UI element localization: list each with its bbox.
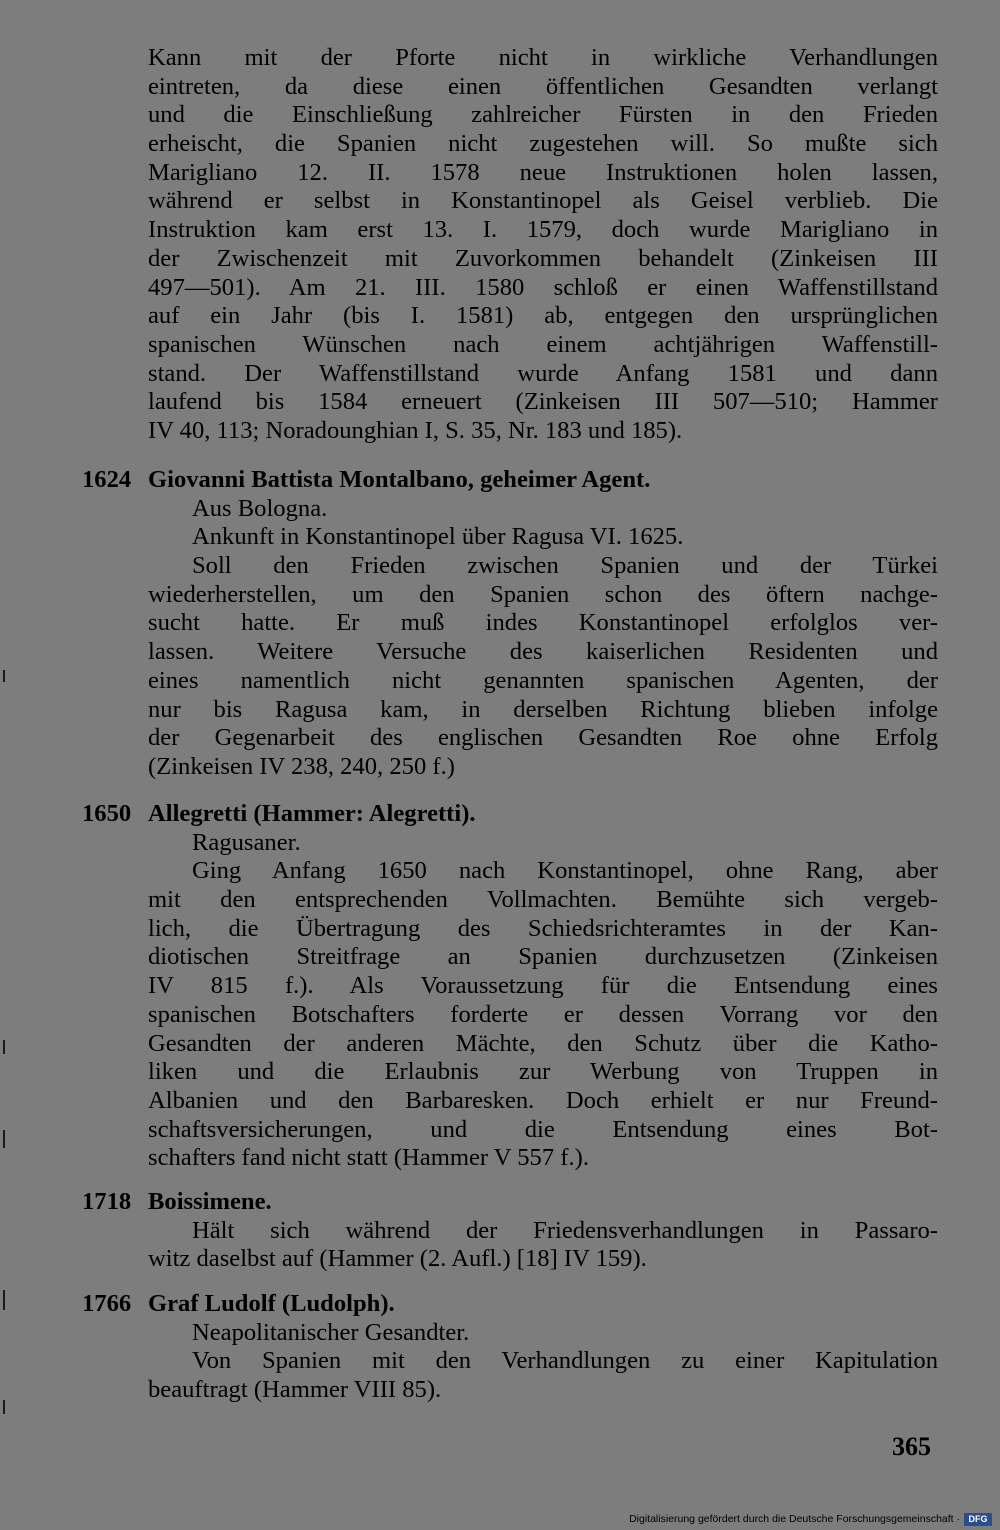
footer-bar (0, 1510, 1000, 1530)
footer-credit: Digitalisierung gefördert durch die Deutsche Forschungsgemeinschaft · (629, 1513, 960, 1525)
text-line: stand. Der Waffenstillstand wurde Anfang 1581 und dann (148, 359, 938, 387)
margin-mark (3, 1400, 5, 1414)
entry-heading: Allegretti (Hammer: Alegretti). (148, 800, 476, 827)
text-line: erheischt, die Spanien nicht zugestehen will. So mußte sich (148, 130, 938, 158)
text-line: Kann mit der Pforte nicht in wirkliche Verhandlungen (148, 44, 938, 71)
intro-paragraph (148, 44, 938, 446)
text-line: witz daselbst auf (Hammer (2. Aufl.) [18] IV 159). (148, 1245, 647, 1273)
text-line: lassen. Weitere Versuche des kaiserlichen Residenten und (148, 638, 938, 666)
entry-body (148, 1319, 938, 1405)
text-line: während er selbst in Konstantinopel als Geisel verblieb. Die (148, 187, 938, 215)
entry-year: 1766 (82, 1290, 132, 1317)
text-line: lich, die Übertragung des Schiedsrichteramtes in der Kan- (148, 914, 938, 942)
page-number: 365 (892, 1432, 931, 1461)
entry-year: 1650 (82, 800, 132, 827)
text-line: Hält sich während der Friedensverhandlungen in Passaro- (192, 1216, 938, 1244)
text-line: und die Einschließung zahlreicher Fürsten in den Frieden (148, 101, 938, 129)
text-line: Gesandten der anderen Mächte, den Schutz über die Katho- (148, 1029, 938, 1057)
text-line: Aus Bologna. (192, 494, 328, 522)
text-line: Ragusaner. (192, 828, 301, 856)
text-line: schaftsversicherungen, und die Entsendung eines Bot- (148, 1115, 938, 1143)
text-line: Von Spanien mit den Verhandlungen zu einer Kapitulation (192, 1347, 938, 1375)
entry-year: 1718 (82, 1188, 132, 1215)
dfg-logo: DFG (964, 1513, 992, 1526)
entry-heading: Giovanni Battista Montalbano, geheimer Agent. (148, 466, 651, 493)
text-line: eintreten, da diese einen öffentlichen Gesandten verlangt (148, 72, 938, 100)
entry-body (148, 1217, 938, 1274)
text-line: Ging Anfang 1650 nach Konstantinopel, ohne Rang, aber (192, 857, 938, 885)
margin-mark (3, 1130, 5, 1148)
margin-mark (3, 1290, 5, 1310)
text-line: (Zinkeisen IV 238, 240, 250 f.) (148, 752, 455, 780)
text-line: Soll den Frieden zwischen Spanien und der Türkei (192, 552, 938, 580)
text-line: Ankunft in Konstantinopel über Ragusa VI. 1625. (192, 523, 684, 551)
entry-body (148, 495, 938, 782)
text-line: Neapolitanischer Gesandter. (192, 1318, 470, 1346)
text-line: Instruktion kam erst 13. I. 1579, doch wurde Marigliano in (148, 216, 938, 244)
text-line: sucht hatte. Er muß indes Konstantinopel erfolglos ver- (148, 609, 938, 637)
entry-heading: Boissimene. (148, 1188, 272, 1215)
entry-heading: Graf Ludolf (Ludolph). (148, 1290, 395, 1317)
text-line: wiederherstellen, um den Spanien schon des öftern nachge- (148, 580, 938, 608)
entry-body (148, 829, 938, 1173)
text-line: 497—501). Am 21. III. 1580 schloß er einen Waffenstillstand (148, 273, 938, 301)
text-line: laufend bis 1584 erneuert (Zinkeisen III 507—510; Hammer (148, 388, 938, 416)
text-line: IV 815 f.). Als Voraussetzung für die Entsendung eines (148, 972, 938, 1000)
text-line: der Zwischenzeit mit Zuvorkommen behandelt (Zinkeisen III (148, 244, 938, 272)
entry-year: 1624 (82, 466, 132, 493)
margin-mark (3, 1040, 5, 1054)
text-line: schafters fand nicht statt (Hammer V 557 f.). (148, 1144, 589, 1172)
text-line: eines namentlich nicht genannten spanischen Agenten, der (148, 666, 938, 694)
text-line: liken und die Erlaubnis zur Werbung von Truppen in (148, 1058, 938, 1086)
text-line: spanischen Botschafters forderte er dessen Vorrang vor den (148, 1000, 938, 1028)
text-line: spanischen Wünschen nach einem achtjährigen Waffenstill- (148, 330, 938, 358)
text-line: nur bis Ragusa kam, in derselben Richtung blieben infolge (148, 695, 938, 723)
text-line: diotischen Streitfrage an Spanien durchzusetzen (Zinkeisen (148, 943, 938, 971)
text-line: der Gegenarbeit des englischen Gesandten Roe ohne Erfolg (148, 724, 938, 752)
text-line: beauftragt (Hammer VIII 85). (148, 1376, 442, 1404)
text-line: Albanien und den Barbaresken. Doch erhielt er nur Freund- (148, 1086, 938, 1114)
margin-mark (3, 670, 5, 682)
text-line: Marigliano 12. II. 1578 neue Instruktionen holen lassen, (148, 158, 938, 186)
text-line: mit den entsprechenden Vollmachten. Bemühte sich vergeb- (148, 886, 938, 914)
text-line: IV 40, 113; Noradounghian I, S. 35, Nr. 183 und 185). (148, 416, 683, 444)
text-line: auf ein Jahr (bis I. 1581) ab, entgegen den ursprünglichen (148, 302, 938, 330)
